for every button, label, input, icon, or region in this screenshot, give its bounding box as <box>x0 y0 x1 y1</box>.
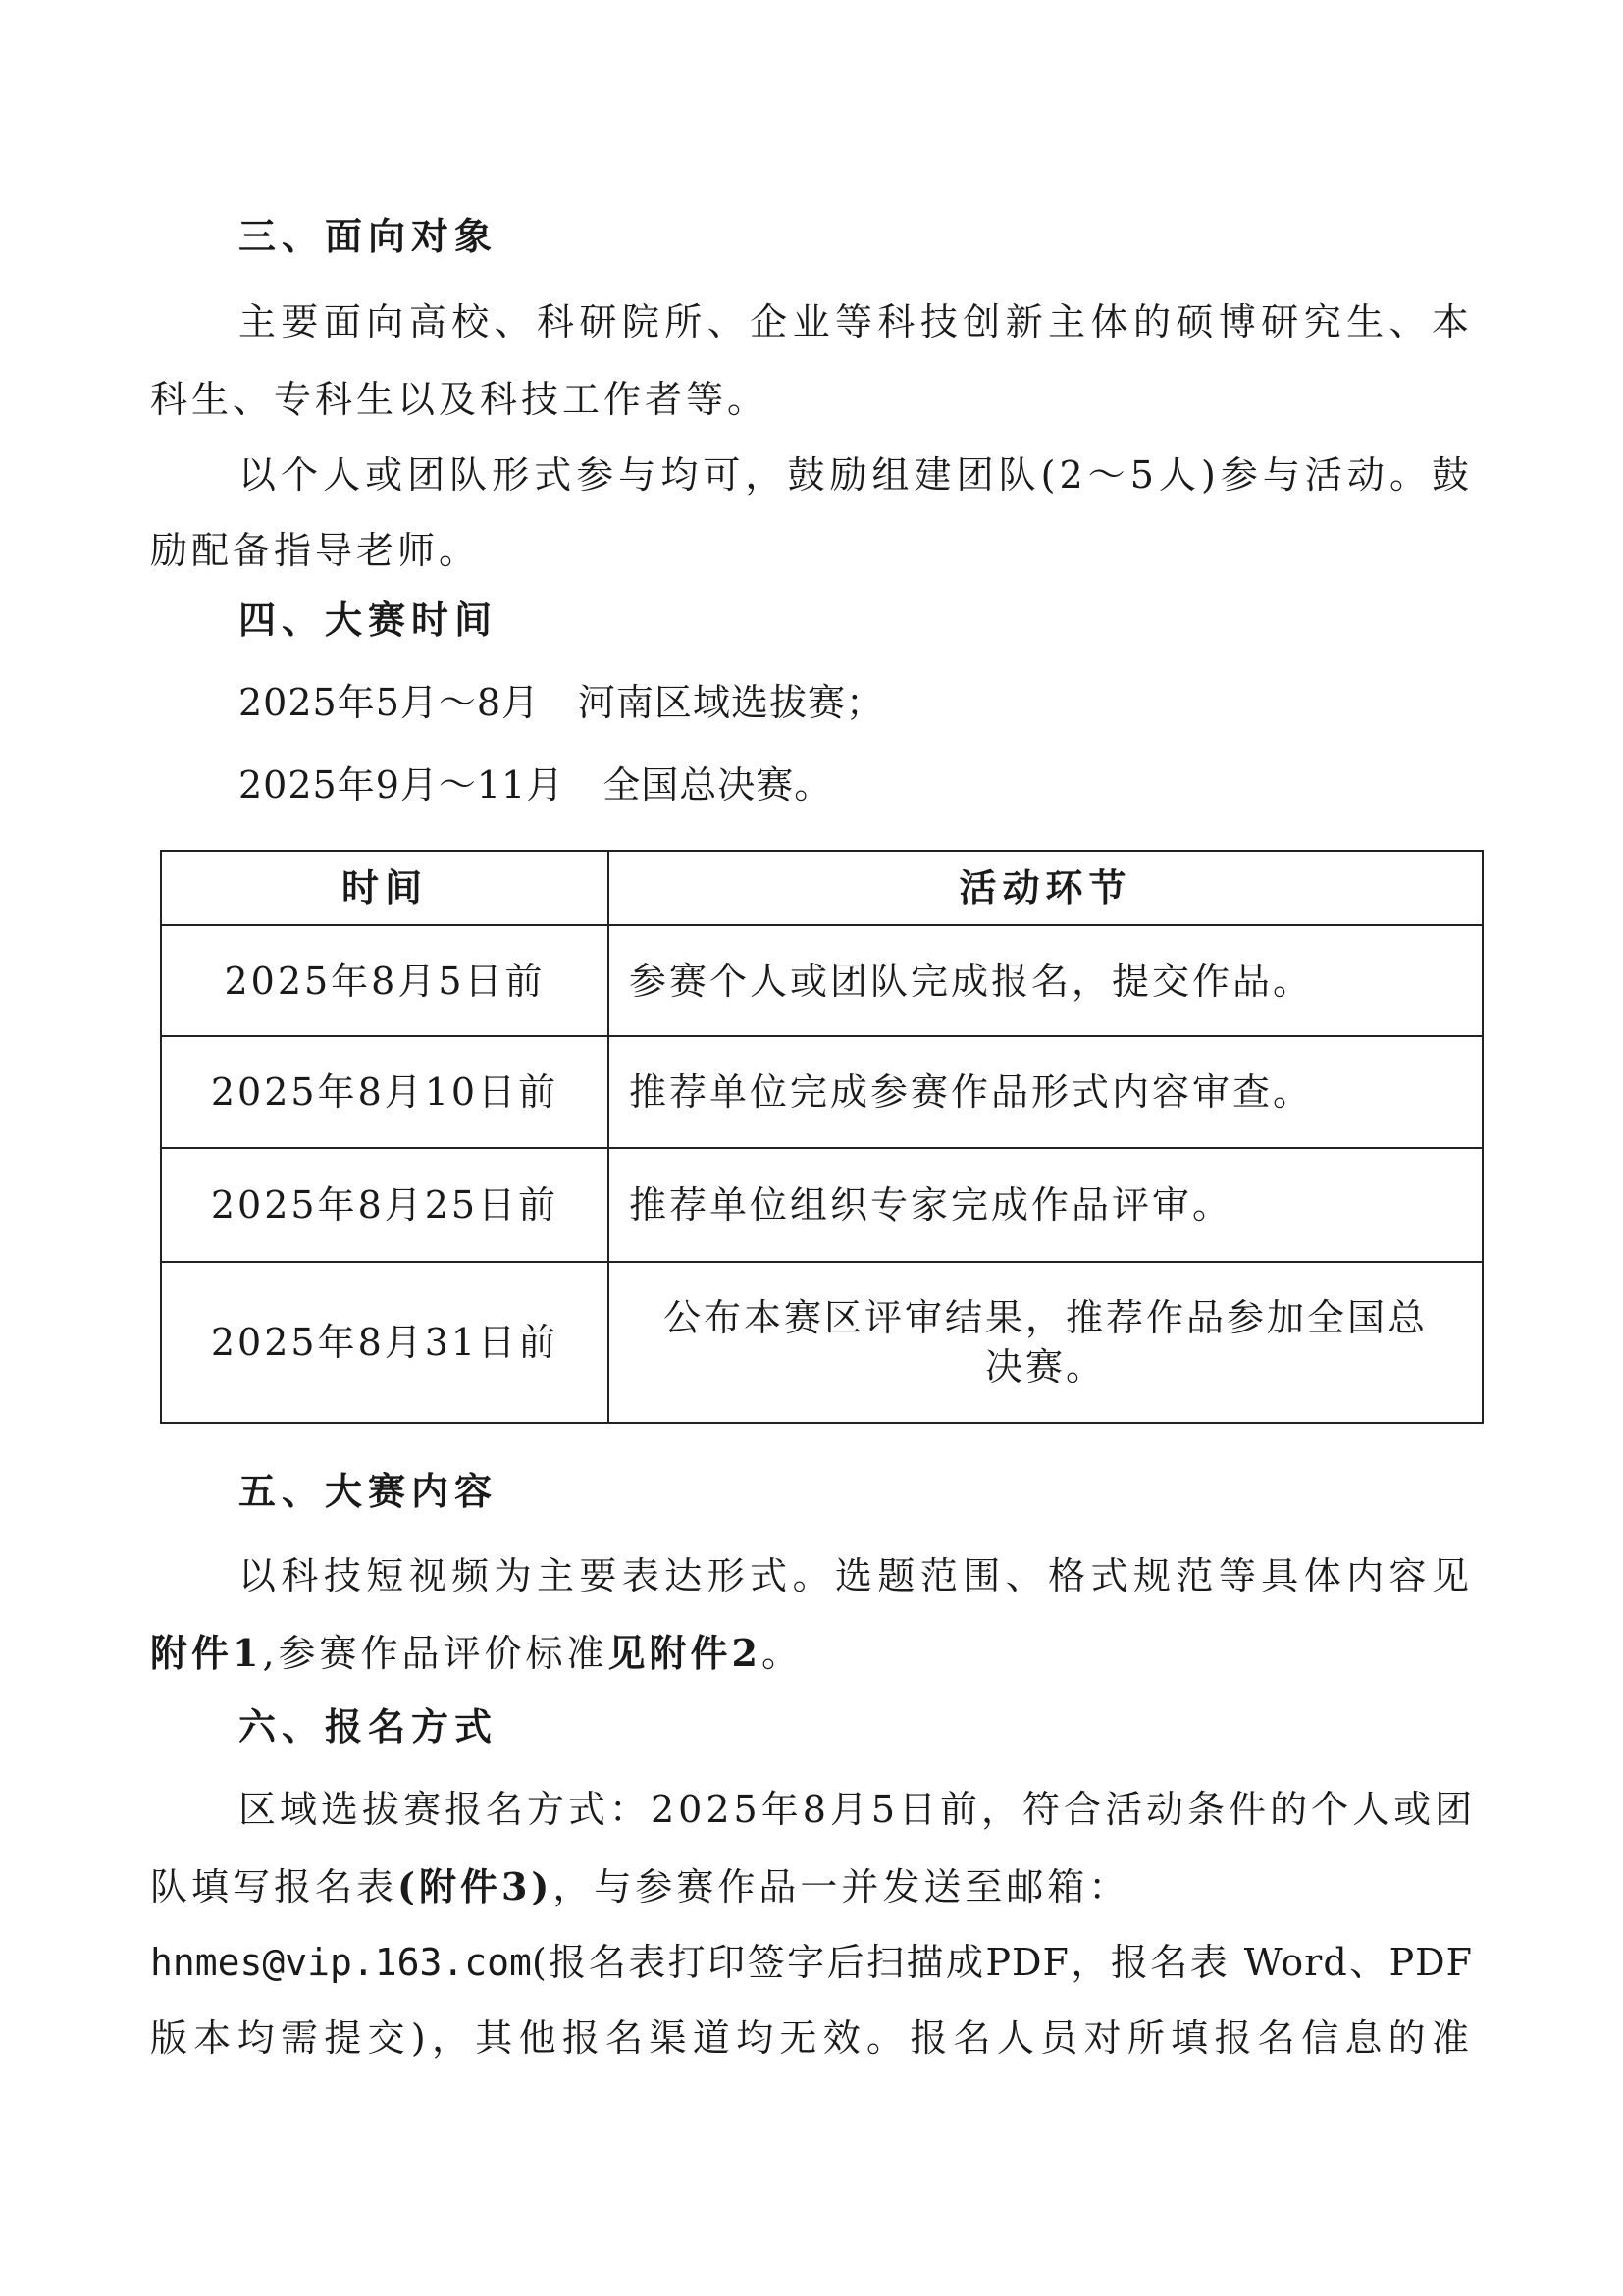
table-row <box>161 1036 1483 1148</box>
section-heading-contest-content: 五、大赛内容 <box>238 1469 498 1513</box>
time-line-national: 2025年9月～11月 全国总决赛。 <box>238 763 833 807</box>
email-address[interactable]: hnmes@vip.163.com <box>150 1941 532 1984</box>
paragraph-team-line1: 以个人或团队形式参与均可，鼓励组建团队(2～5人)参与活动。鼓 <box>238 453 1473 496</box>
table-cell-activity-line1: 公布本赛区评审结果，推荐作品参加全国总 <box>662 1296 1428 1339</box>
table-cell-activity-line2: 决赛。 <box>984 1345 1106 1388</box>
table-cell-time: 2025年8月5日前 <box>161 925 608 1036</box>
paragraph-text: (报名表打印签字后扫描成PDF，报名表 Word、PDF <box>531 1941 1473 1984</box>
time-line-regional: 2025年5月～8月 河南区域选拔赛； <box>238 681 885 724</box>
table-row <box>161 925 1483 1036</box>
table-cell-time: 2025年8月25日前 <box>161 1148 608 1262</box>
section-heading-registration: 六、报名方式 <box>238 1704 498 1748</box>
attachment-ref: (附件3) <box>397 1864 553 1908</box>
section-heading-contest-time: 四、大赛时间 <box>238 598 498 642</box>
table-header-row <box>161 851 1483 925</box>
schedule-table <box>160 850 1484 1424</box>
table-cell-time: 2025年8月10日前 <box>161 1036 608 1148</box>
table-cell-activity: 推荐单位组织专家完成作品评审。 <box>608 1148 1483 1262</box>
paragraph-registration-line1: 区域选拔赛报名方式：2025年8月5日前，符合活动条件的个人或团 <box>238 1788 1477 1831</box>
paragraph-text: ,参赛作品评价标准 <box>262 1632 608 1675</box>
section-heading-target-audience: 三、面向对象 <box>238 214 498 258</box>
table-header-time: 时间 <box>161 851 608 925</box>
paragraph-registration-line3 <box>150 1939 1473 1986</box>
paragraph-team-line2: 励配备指导老师。 <box>150 529 481 572</box>
paragraph-text: ，与参赛作品一并发送至邮箱： <box>552 1865 1130 1908</box>
table-header-activity: 活动环节 <box>608 851 1483 925</box>
paragraph-registration-line4: 版本均需提交)，其他报名渠道均无效。报名人员对所填报名信息的准 <box>150 2016 1473 2060</box>
paragraph-audience-line1: 主要面向高校、科研院所、企业等科技创新主体的硕博研究生、本 <box>238 300 1473 343</box>
attachment-ref: 附件1 <box>150 1631 263 1675</box>
paragraph-text: 。 <box>761 1632 804 1675</box>
paragraph-text: 队填写报名表 <box>150 1865 398 1908</box>
paragraph-audience-line2: 科生、专科生以及科技工作者等。 <box>150 378 769 421</box>
paragraph-content-line2 <box>150 1630 803 1677</box>
attachment-ref: 见附件2 <box>607 1631 761 1675</box>
table-row <box>161 1148 1483 1262</box>
table-row <box>161 1262 1483 1423</box>
table-cell-activity <box>608 1262 1483 1423</box>
table-cell-activity: 推荐单位完成参赛作品形式内容审查。 <box>608 1036 1483 1148</box>
paragraph-registration-line2 <box>150 1863 1129 1910</box>
paragraph-content-line1: 以科技短视频为主要表达形式。选题范围、格式规范等具体内容见 <box>238 1554 1473 1597</box>
table-cell-activity: 参赛个人或团队完成报名，提交作品。 <box>608 925 1483 1036</box>
table-cell-time: 2025年8月31日前 <box>161 1262 608 1423</box>
